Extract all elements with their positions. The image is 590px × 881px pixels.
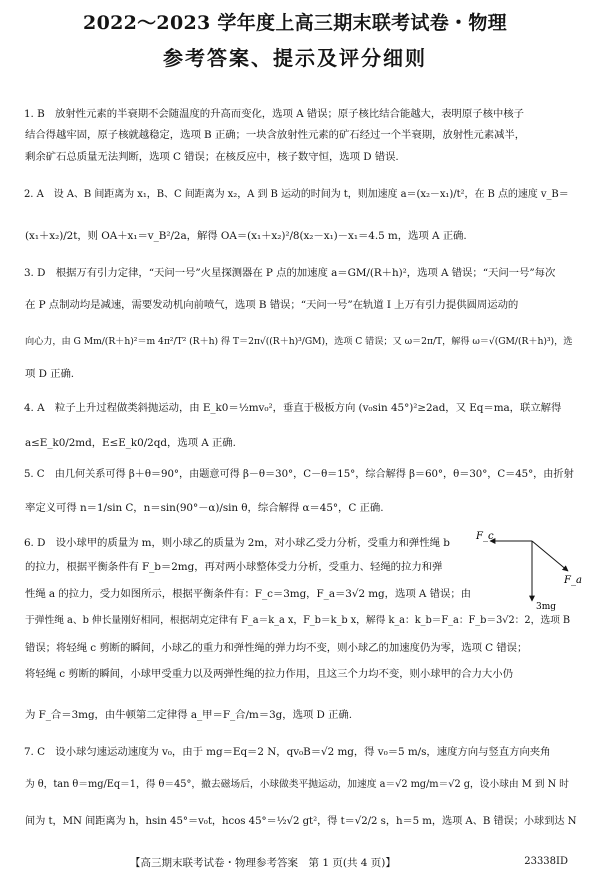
text-line: 率定义可得 n＝1/sin C，n＝sin(90°－α)/sin θ，综合解得 α＝45°，C 正确. [25, 502, 384, 514]
text-line: 为 θ，tan θ＝mg/Eq＝1，得 θ＝45°，撤去磁场后，小球做类平抛运动，加速度 a＝√2 mg/m＝√2 g，设小球由 M 到 N 时 [25, 779, 569, 790]
label-weight: 3mg [536, 602, 557, 612]
text-line: 6. D 设小球甲的质量为 m，则小球乙的质量为 2m，对小球乙受力分析，受重力和弹性绳 b [24, 537, 450, 549]
text-line: 于弹性绳 a、b 伸长量刚好相同，根据胡克定律有 F_a＝k_a x，F_b＝k_b x，解得 k_a：k_b＝F_a：F_b＝3√2：2，选项 B [25, 615, 571, 626]
text-line: 的拉力，根据平衡条件有 F_b＝2mg，再对两小球整体受力分析，受重力、轻绳的拉力和弹 [25, 561, 443, 573]
text-line: 项 D 正确. [25, 368, 75, 380]
label-fa: F_a [564, 575, 582, 586]
text-line: 3. D 根据万有引力定律，“天问一号”火星探测器在 P 点的加速度 a＝GM/(R＋h)²，选项 A 错误；“天问一号”每次 [24, 267, 556, 279]
label-fc: F_c [476, 531, 494, 542]
text-line: 5. C 由几何关系可得 β＋θ＝90°，由题意可得 β－θ＝30°，C－θ＝15°，综合解得 β＝60°，θ＝30°，C＝45°，由折射 [24, 469, 574, 480]
title-line-2: 参考答案、提示及评分细则 [163, 46, 427, 70]
force-arrow-fa [532, 541, 568, 571]
text-line: 4. A 粒子上升过程做类斜抛运动，由 E_k0＝½mv₀²，垂直于极板方向 (v₀sin 45°)²≥2ad，又 Eq＝ma，联立解得 [24, 402, 562, 414]
text-line: 错误；将轻绳 c 剪断的瞬间，小球乙的重力和弹性绳的弹力均不变，则小球乙的加速度仍为零，选项 C 错误； [25, 642, 528, 654]
document-code: 23338ID [524, 856, 568, 867]
text-line: 在 P 点制动均是减速，需要发动机向前喷气，选项 B 错误；“天问一号”在轨道 Ⅰ 上万有引力提供圆周运动的 [25, 299, 519, 311]
title-line-1: 2022～2023 学年度上高三期末联考试卷・物理 [83, 12, 507, 34]
text-line: 将轻绳 c 剪断的瞬间，小球甲受重力以及两弹性绳的拉力作用，且这三个力均不变，则小球甲的合力大小仍 [25, 668, 513, 680]
text-line: 向心力，由 G Mm/(R＋h)²＝m 4π²/T² (R＋h) 得 T＝2π√((R＋h)³/GM)，选项 C 错误；又 ω＝2π/T，解得 ω＝√(GM/(R＋h)³)，选 [25, 336, 573, 347]
page-footer: 【高三期末联考试卷・物理参考答案 第 1 页(共 4 页)】 [130, 857, 396, 869]
text-line: 为 F_合＝3mg，由牛顿第二定律得 a_甲＝F_合/m＝3g，选项 D 正确. [25, 709, 352, 721]
text-line: 2. A 设 A、B 间距离为 x₁，B、C 间距离为 x₂，A 到 B 运动的时间为 t，则加速度 a＝(x₂－x₁)/t²，在 B 点的速度 v_B＝ [24, 189, 569, 200]
text-line: 剩余矿石总质量无法判断，选项 C 错误；在核反应中，核子数守恒，选项 D 错误. [25, 151, 399, 163]
text-line: (x₁＋x₂)/2t，则 OA＋x₁＝v_B²/2a，解得 OA＝(x₁＋x₂)²/8(x₂－x₁)－x₁＝4.5 m，选项 A 正确. [25, 230, 467, 242]
text-line: 性绳 a 的拉力，受力如图所示，根据平衡条件有：F_c＝3mg，F_a＝3√2 mg，选项 A 错误；由 [25, 588, 472, 600]
text-line: a≤E_k0/2md，E≤E_k0/2qd，选项 A 正确. [25, 437, 236, 449]
text-line: 结合得越牢固，原子核就越稳定，选项 B 正确；一块含放射性元素的矿石经过一个半衰期，放射性元素减半， [25, 129, 526, 141]
force-diagram [470, 525, 580, 615]
text-line: 1. B 放射性元素的半衰期不会随温度的升高而变化，选项 A 错误；原子核比结合能越大，表明原子核中核子 [24, 108, 524, 120]
text-line: 7. C 设小球匀速运动速度为 v₀，由于 mg＝Eq＝2 N，qv₀B＝√2 mg，得 v₀＝5 m/s，速度方向与竖直方向夹角 [24, 746, 551, 758]
text-line: 间为 t，MN 间距离为 h，hsin 45°＝v₀t，hcos 45°＝½√2 gt²，得 t＝√2/2 s，h＝5 m，选项 A、B 错误；小球到达 N [25, 816, 577, 827]
